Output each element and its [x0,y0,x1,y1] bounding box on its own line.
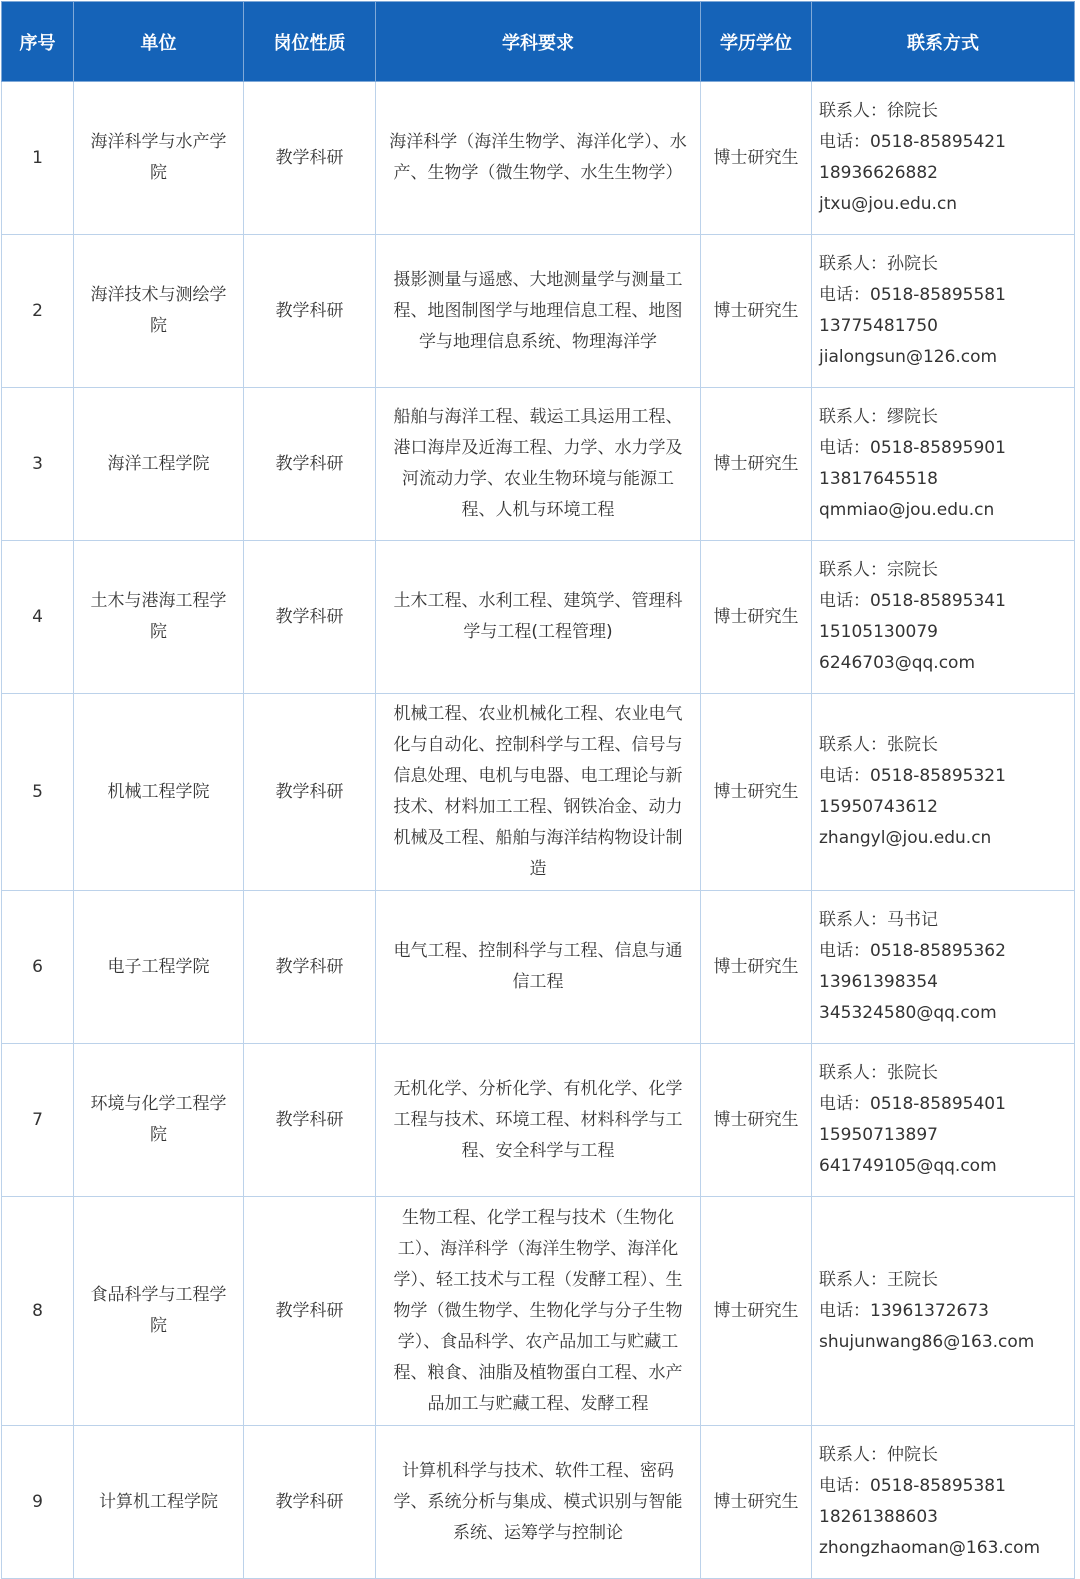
contact-line: jtxu@jou.edu.cn [819,194,958,214]
header-discipline: 学科要求 [376,2,701,82]
table-row [2,1426,1075,1579]
cell-discipline: 土木工程、水利工程、建筑学、管理科学与工程(工程管理) [376,541,701,694]
cell-discipline: 无机化学、分析化学、有机化学、化学工程与技术、环境工程、材料科学与工程、安全科学与工程 [376,1044,701,1197]
contact-line: 电话：0518-85895381 [819,1476,1006,1496]
contact-line: 13775481750 [819,316,938,336]
cell-discipline: 计算机科学与技术、软件工程、密码学、系统分析与集成、模式识别与智能系统、运筹学与控制论 [376,1426,701,1579]
contact-line: shujunwang86@163.com [819,1331,1035,1352]
cell-position-nature: 教学科研 [244,235,376,388]
cell-degree: 博士研究生 [701,82,812,235]
header-degree: 学历学位 [701,2,812,82]
contact-line: 18936626882 [819,163,938,183]
contact-line: 电话：0518-85895421 [819,132,1006,152]
cell-seq: 2 [2,235,74,388]
cell-degree: 博士研究生 [701,541,812,694]
contact-line: 6246703@qq.com [819,653,976,673]
header-seq: 序号 [2,2,74,82]
cell-degree: 博士研究生 [701,388,812,541]
cell-degree: 博士研究生 [701,1044,812,1197]
cell-discipline: 机械工程、农业机械化工程、农业电气化与自动化、控制科学与工程、信号与信息处理、电机与电器、电工理论与新技术、材料加工工程、钢铁冶金、动力机械及工程、船舶与海洋结构物设计制造 [376,694,701,891]
cell-position-nature: 教学科研 [244,1044,376,1197]
cell-seq: 8 [2,1197,74,1426]
cell-discipline: 海洋科学（海洋生物学、海洋化学）、水产、生物学（微生物学、水生生物学） [376,82,701,235]
contact-line: 641749105@qq.com [819,1156,997,1176]
cell-unit: 机械工程学院 [74,694,244,891]
contact-line: 18261388603 [819,1507,938,1527]
cell-position-nature: 教学科研 [244,388,376,541]
cell-discipline: 生物工程、化学工程与技术（生物化工）、海洋科学（海洋生物学、海洋化学）、轻工技术与工程（发酵工程）、生物学（微生物学、生物化学与分子生物学）、食品科学、农产品加工与贮藏工程、粮食、油脂及植物蛋白工程、水产品加工与贮藏工程、发酵工程 [376,1197,701,1426]
table-header-row [2,2,1075,82]
header-unit: 单位 [74,2,244,82]
contact-line: 电话：13961372673 [819,1300,989,1321]
contact-line: 联系人：王院长 [819,1269,938,1290]
cell-contact [812,694,1075,891]
contact-line: 联系人：宗院长 [819,560,938,580]
contact-line: 联系人：仲院长 [819,1445,938,1465]
cell-position-nature: 教学科研 [244,891,376,1044]
cell-position-nature: 教学科研 [244,694,376,891]
table-row [2,1197,1075,1426]
table-row [2,891,1075,1044]
table-row [2,82,1075,235]
contact-line: 电话：0518-85895901 [819,438,1006,458]
cell-position-nature: 教学科研 [244,82,376,235]
cell-contact [812,1426,1075,1579]
cell-unit: 电子工程学院 [74,891,244,1044]
contact-line: zhangyl@jou.edu.cn [819,828,992,848]
contact-line: qmmiao@jou.edu.cn [819,500,995,520]
contact-line: 电话：0518-85895362 [819,941,1006,961]
cell-degree: 博士研究生 [701,1426,812,1579]
table-row [2,541,1075,694]
cell-unit: 海洋技术与测绘学院 [74,235,244,388]
recruitment-table [1,1,1075,1579]
contact-line: 15950743612 [819,797,938,817]
cell-seq: 7 [2,1044,74,1197]
cell-position-nature: 教学科研 [244,1197,376,1426]
cell-contact [812,388,1075,541]
table-row [2,235,1075,388]
cell-seq: 9 [2,1426,74,1579]
cell-seq: 6 [2,891,74,1044]
contact-line: 13961398354 [819,972,938,992]
cell-seq: 4 [2,541,74,694]
cell-unit: 食品科学与工程学院 [74,1197,244,1426]
contact-line: 345324580@qq.com [819,1003,997,1023]
contact-line: 13817645518 [819,469,938,489]
cell-discipline: 摄影测量与遥感、大地测量学与测量工程、地图制图学与地理信息工程、地图学与地理信息系统、物理海洋学 [376,235,701,388]
contact-line: 电话：0518-85895321 [819,766,1006,786]
cell-contact [812,235,1075,388]
cell-discipline: 船舶与海洋工程、载运工具运用工程、港口海岸及近海工程、力学、水力学及河流动力学、农业生物环境与能源工程、人机与环境工程 [376,388,701,541]
table-row [2,388,1075,541]
contact-line: 15105130079 [819,622,938,642]
cell-unit: 环境与化学工程学院 [74,1044,244,1197]
contact-line: jialongsun@126.com [819,347,998,367]
header-position-nature: 岗位性质 [244,2,376,82]
cell-contact [812,1044,1075,1197]
cell-contact [812,1197,1075,1426]
cell-contact [812,891,1075,1044]
cell-degree: 博士研究生 [701,1197,812,1426]
cell-contact [812,541,1075,694]
contact-line: 电话：0518-85895341 [819,591,1006,611]
contact-line: 电话：0518-85895581 [819,285,1006,305]
table-row [2,1044,1075,1197]
cell-degree: 博士研究生 [701,694,812,891]
contact-line: 15950713897 [819,1125,938,1145]
cell-seq: 5 [2,694,74,891]
contact-line: 联系人：缪院长 [819,407,938,427]
contact-line: zhongzhaoman@163.com [819,1538,1041,1558]
cell-degree: 博士研究生 [701,235,812,388]
cell-unit: 海洋科学与水产学院 [74,82,244,235]
cell-degree: 博士研究生 [701,891,812,1044]
contact-line: 联系人：张院长 [819,1063,938,1083]
cell-seq: 3 [2,388,74,541]
contact-line: 联系人：孙院长 [819,254,938,274]
table-row [2,694,1075,891]
cell-seq: 1 [2,82,74,235]
contact-line: 联系人：马书记 [819,910,938,930]
contact-line: 电话：0518-85895401 [819,1094,1006,1114]
cell-position-nature: 教学科研 [244,1426,376,1579]
contact-line: 联系人：张院长 [819,735,938,755]
header-contact: 联系方式 [812,2,1075,82]
cell-unit: 土木与港海工程学院 [74,541,244,694]
cell-position-nature: 教学科研 [244,541,376,694]
cell-discipline: 电气工程、控制科学与工程、信息与通信工程 [376,891,701,1044]
cell-unit: 计算机工程学院 [74,1426,244,1579]
contact-line: 联系人：徐院长 [819,101,938,121]
cell-contact [812,82,1075,235]
cell-unit: 海洋工程学院 [74,388,244,541]
